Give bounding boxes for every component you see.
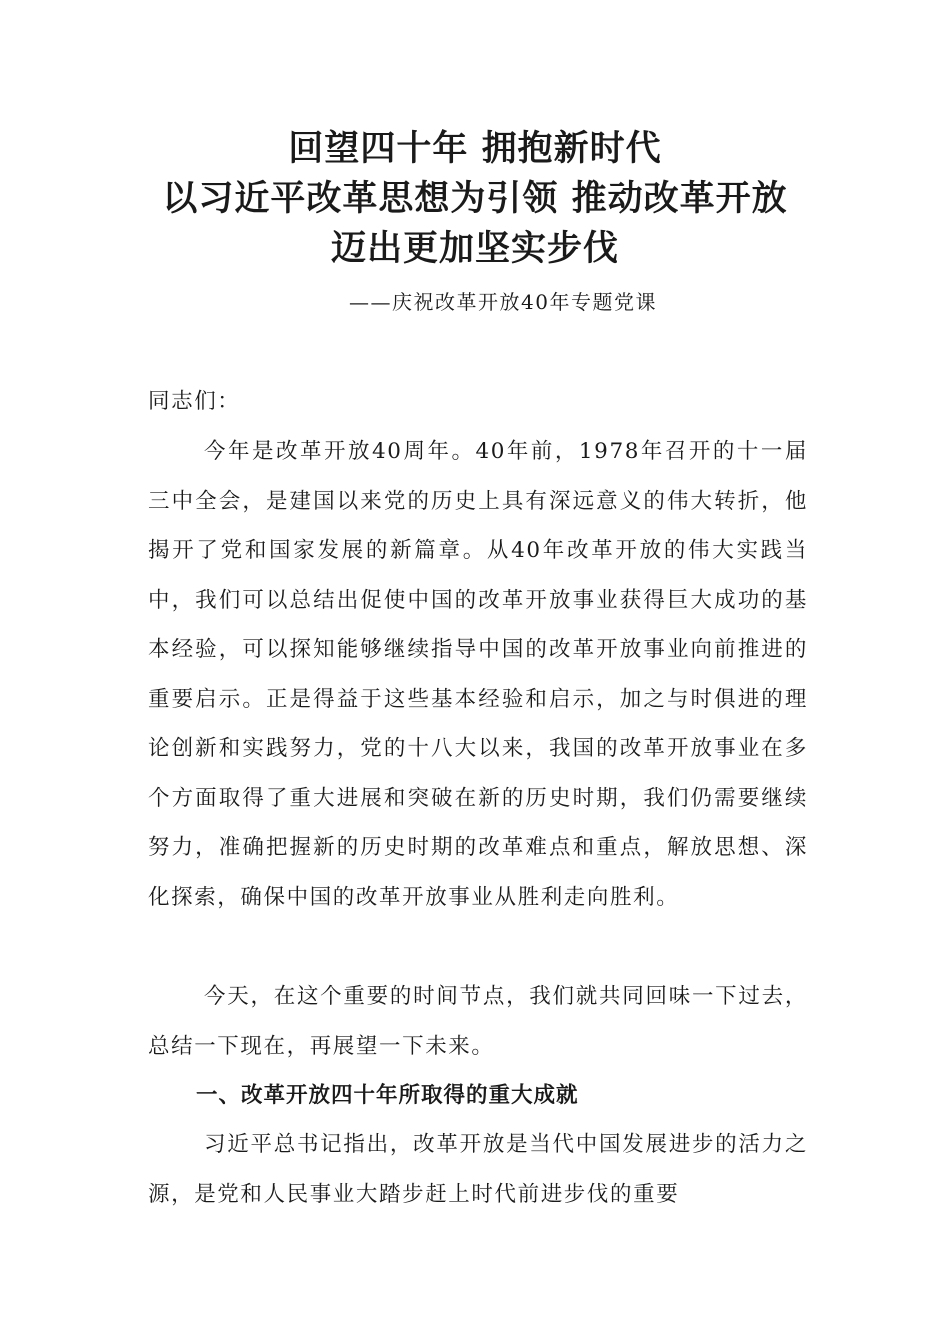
- paragraph-1: 今年是改革开放40周年。40年前，1978年召开的十一届三中全会，是建国以来党的历史上具有深远意义的伟大转折，他揭开了党和国家发展的新篇章。从40年改革开放的伟大实践当中，我们可以总结出促使中国的改革开放事业获得巨大成功的基本经验，可以探知能够继续指导中国的改革开放事业向前推进的重要启示。正是得益于这些基本经验和启示，加之与时俱进的理论创新和实践努力，党的十八大以来，我国的改革开放事业在多个方面取得了重大进展和突破在新的历史时期，我们仍需要继续努力，准确把握新的历史时期的改革难点和重点，解放思想、深化探索，确保中国的改革开放事业从胜利走向胜利。: [148, 439, 808, 910]
- section-paragraph: 习近平总书记指出，改革开放是当代中国发展进步的活力之源，是党和人民事业大踏步赶上时代前进步伐的重要: [148, 1132, 808, 1207]
- title-line-1: 回望四十年 拥抱新时代: [288, 128, 662, 169]
- subtitle: ——庆祝改革开放40年专题党课: [349, 290, 657, 314]
- title-line-3: 迈出更加坚实步伐: [330, 228, 619, 269]
- paragraph-2: 今天，在这个重要的时间节点，我们就共同回味一下过去，总结一下现在，再展望一下未来。: [148, 984, 808, 1059]
- greeting: 同志们：: [148, 389, 241, 414]
- section-heading: 一、改革开放四十年所取得的重大成就: [196, 1083, 579, 1108]
- title-line-2: 以习近平改革思想为引领 推动改革开放: [162, 178, 788, 219]
